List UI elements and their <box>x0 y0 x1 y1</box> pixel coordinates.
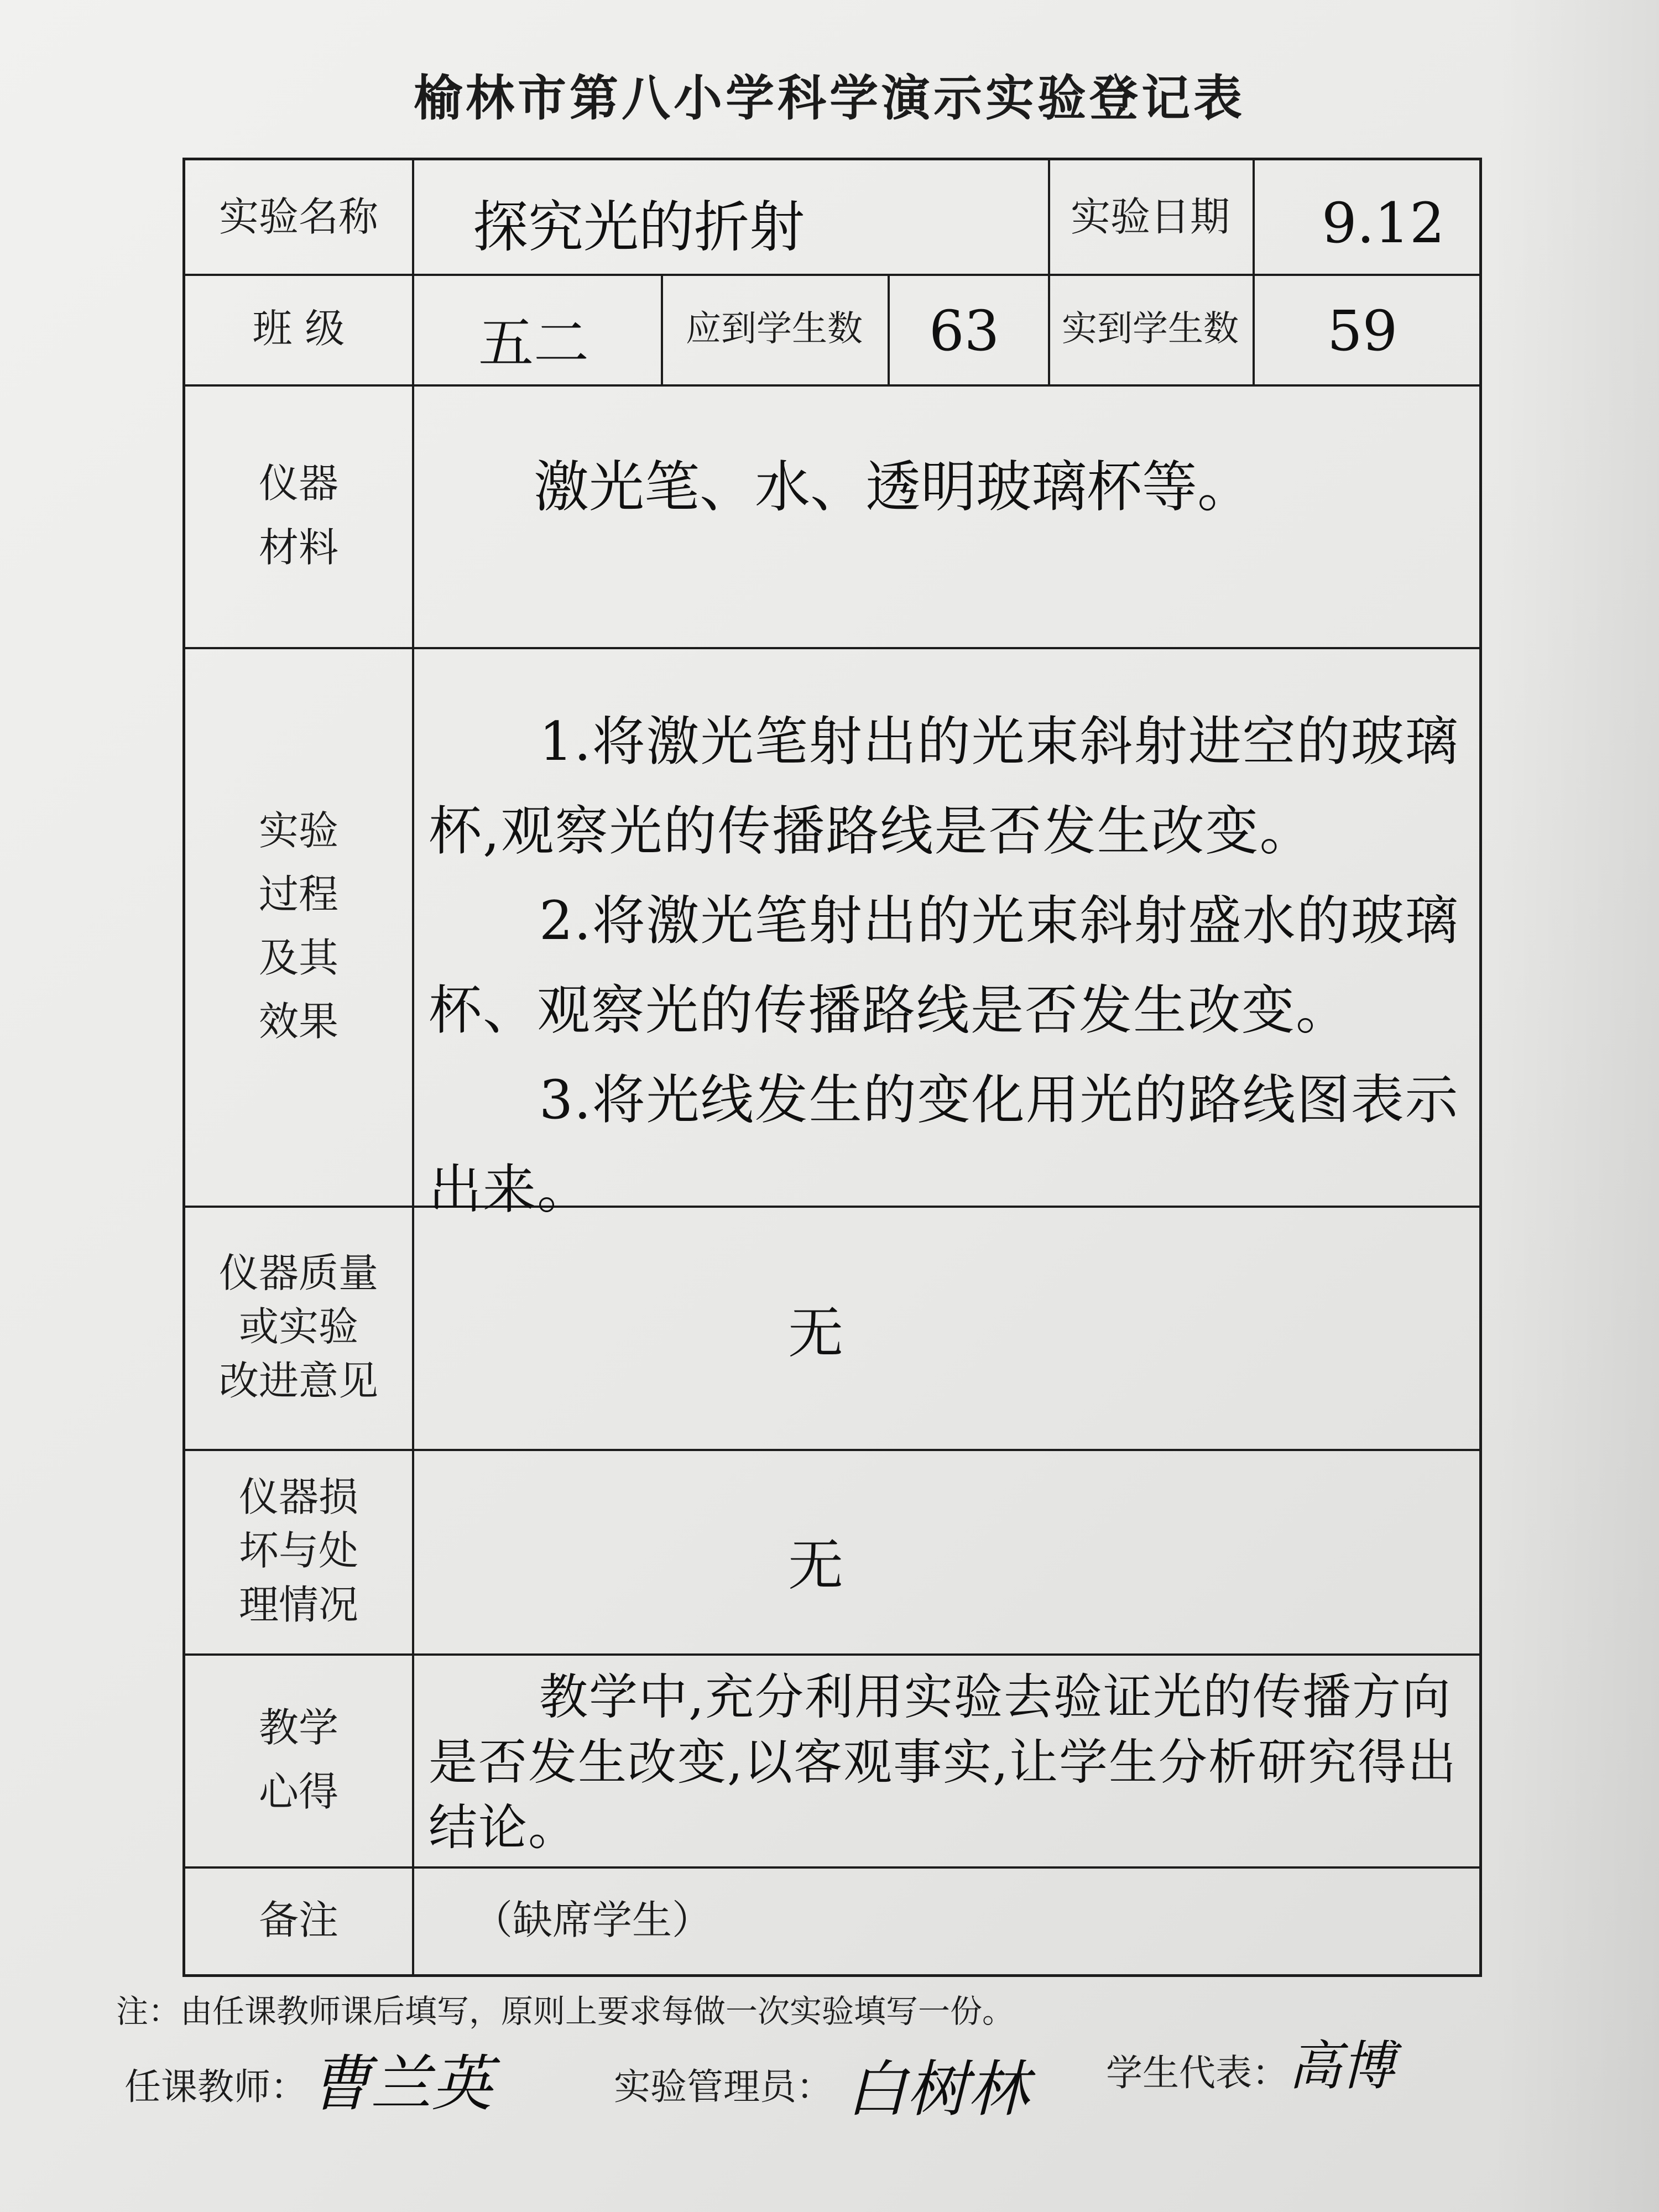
experiment-name-label: 实验名称 <box>218 193 378 240</box>
materials-label-line: 材料 <box>258 524 338 571</box>
process-step: 2.将激光笔射出的光束斜射盛水的玻璃杯、观察光的传播路线是否发生改变。 <box>429 890 1459 1041</box>
form-title: 榆林市第八小学科学演示实验登记表 <box>413 69 1245 127</box>
reflection-label <box>185 1653 412 1866</box>
class-value: 五二 <box>478 311 589 375</box>
experiment-name-value: 探究光的折射 <box>473 195 805 259</box>
page-shadow <box>1493 0 1659 2212</box>
footnote: 注：由任课教师课后填写，原则上要求每做一次实验填写一份。 <box>116 1992 1015 2030</box>
remarks-label: 备注 <box>258 1896 338 1943</box>
class-label: 班 级 <box>252 305 345 352</box>
quality-label-line: 改进意见 <box>218 1357 378 1404</box>
teacher-label: 任课教师： <box>124 2065 307 2108</box>
registration-table <box>182 158 1482 1977</box>
reflection-label-line: 心得 <box>258 1768 338 1815</box>
damage-label-line: 坏与处 <box>238 1527 358 1574</box>
quality-label-line: 仪器质量 <box>218 1250 378 1297</box>
teacher-signature: 曹兰英 <box>310 2048 492 2119</box>
admin-label: 实验管理员： <box>614 2065 833 2108</box>
materials-label-line: 仪器 <box>258 460 338 507</box>
damage-label <box>185 1449 412 1653</box>
student-rep-signature: 高博 <box>1288 2035 1395 2097</box>
process-step: 1.将激光笔射出的光束斜射进空的玻璃杯,观察光的传播路线是否发生改变。 <box>429 711 1459 862</box>
expected-students-label: 应到学生数 <box>686 308 863 349</box>
actual-students-label: 实到学生数 <box>1062 308 1239 349</box>
label-column-divider <box>412 160 414 1974</box>
column-divider <box>888 274 890 384</box>
column-divider <box>1253 160 1255 384</box>
process-label-line: 效果 <box>258 998 338 1045</box>
quality-label-line: 或实验 <box>238 1303 358 1350</box>
damage-value: 无 <box>788 1533 843 1598</box>
admin-signature: 白树林 <box>846 2054 1029 2125</box>
student-rep-label: 学生代表： <box>1106 2052 1288 2094</box>
experiment-date-value: 9.12 <box>1322 191 1445 255</box>
quality-label <box>185 1206 412 1449</box>
damage-label-line: 仪器损 <box>238 1474 358 1521</box>
reflection-label-line: 教学 <box>258 1704 338 1751</box>
process-value <box>429 697 1474 1234</box>
remarks-value: （缺席学生） <box>473 1896 712 1943</box>
process-label-line: 过程 <box>258 870 338 917</box>
materials-value: 激光笔、水、透明玻璃杯等。 <box>534 455 1253 519</box>
process-step: 3.将光线发生的变化用光的路线图表示出来。 <box>429 1069 1459 1220</box>
process-label-line: 实验 <box>258 807 338 854</box>
materials-label <box>185 384 412 647</box>
expected-students-value: 63 <box>929 299 1000 363</box>
reflection-value <box>429 1665 1474 1860</box>
process-label <box>185 647 412 1206</box>
actual-students-value: 59 <box>1327 299 1398 363</box>
damage-label-line: 理情况 <box>238 1581 358 1628</box>
reflection-text: 教学中,充分利用实验去验证光的传播方向是否发生改变,以客观事实,让学生分析研究得出结论。 <box>429 1668 1457 1856</box>
experiment-date-label: 实验日期 <box>1070 193 1230 240</box>
quality-value: 无 <box>788 1301 843 1365</box>
process-label-line: 及其 <box>258 935 338 981</box>
